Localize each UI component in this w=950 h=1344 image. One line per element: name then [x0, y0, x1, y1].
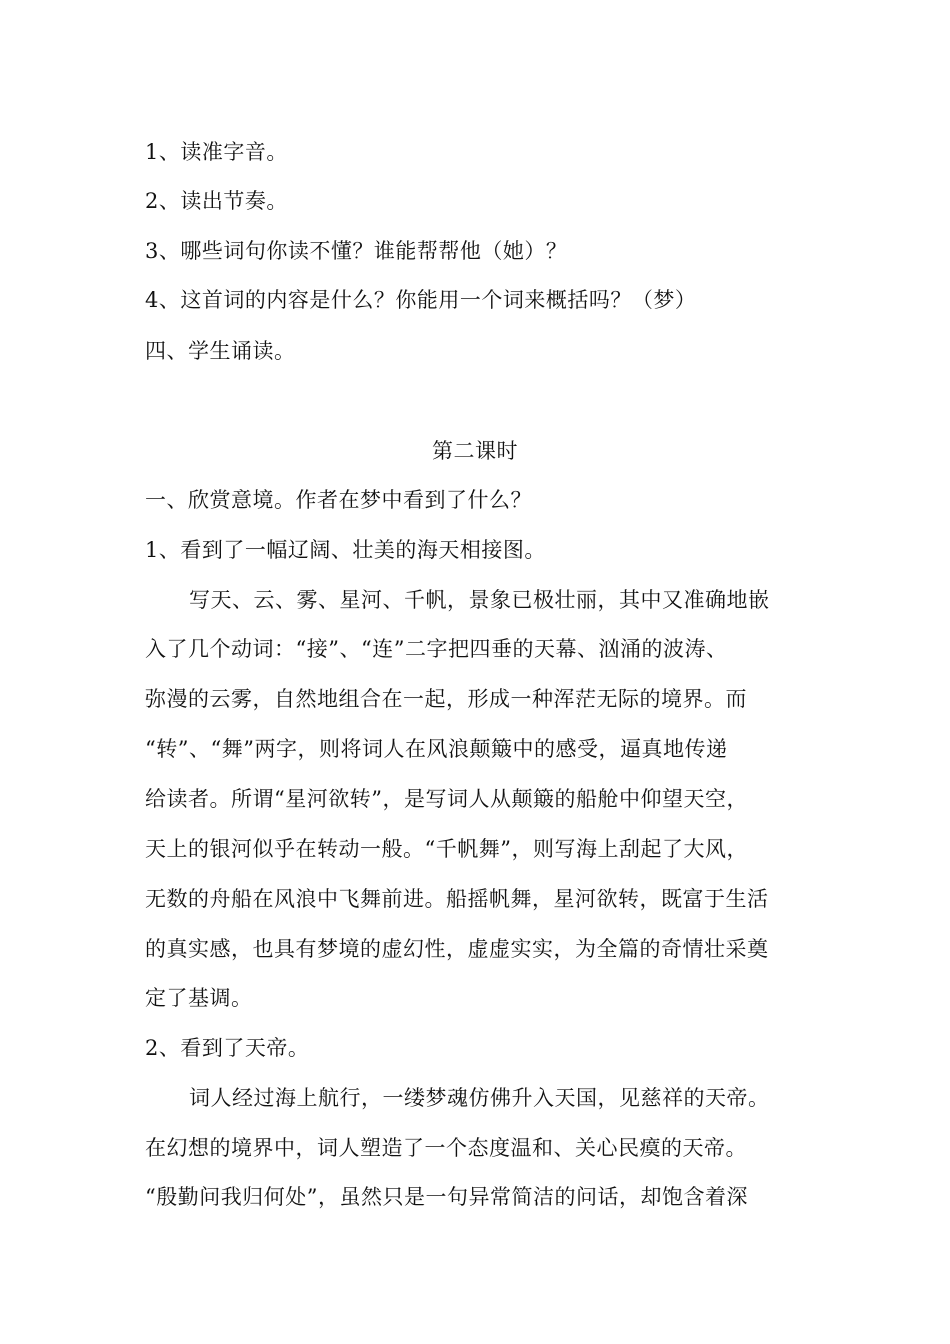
paragraph-line: 弥漫的云雾，自然地组合在一起，形成一种浑茫无际的境界。而 — [145, 687, 747, 711]
lesson-title: 第二课时 — [432, 439, 518, 463]
paragraph-line: 入了几个动词：“接”、“连”二字把四垂的天幕、汹涌的波涛、 — [145, 637, 728, 661]
list-item: 4、这首词的内容是什么？你能用一个词来概括吗？（梦） — [145, 288, 697, 312]
paragraph-line: 写天、云、雾、星河、千帆，景象已极壮丽，其中又准确地嵌 — [189, 588, 770, 612]
list-item: 1、读准字音。 — [145, 140, 288, 164]
paragraph-line: “转”、“舞”两字，则将词人在风浪颠簸中的感受，逼真地传递 — [145, 737, 728, 761]
paragraph-line: 无数的舟船在风浪中飞舞前进。船摇帆舞，星河欲转，既富于生活 — [145, 887, 769, 911]
list-item: 2、读出节奏。 — [145, 189, 288, 213]
paragraph-line: 在幻想的境界中，词人塑造了一个态度温和、关心民瘼的天帝。 — [145, 1136, 747, 1160]
list-item: 1、看到了一幅辽阔、壮美的海天相接图。 — [145, 538, 546, 562]
paragraph-line: “殷勤问我归何处”，虽然只是一句异常简洁的问话，却饱含着深 — [145, 1185, 748, 1209]
paragraph-line: 定了基调。 — [145, 986, 253, 1010]
paragraph-line: 天上的银河似乎在转动一般。“千帆舞”，则写海上刮起了大风， — [145, 837, 748, 861]
paragraph-line: 词人经过海上航行，一缕梦魂仿佛升入天国，见慈祥的天帝。 — [189, 1086, 770, 1110]
list-item: 3、哪些词句你读不懂？谁能帮帮他（她）？ — [145, 239, 568, 263]
paragraph-line: 给读者。所谓“星河欲转”，是写词人从颠簸的船舱中仰望天空， — [145, 787, 748, 811]
list-item: 2、看到了天帝。 — [145, 1036, 310, 1060]
paragraph-line: 的真实感，也具有梦境的虚幻性，虚虚实实，为全篇的奇情壮采奠 — [145, 937, 769, 961]
section-heading: 四、学生诵读。 — [145, 339, 296, 363]
section-heading: 一、欣赏意境。作者在梦中看到了什么？ — [145, 488, 532, 512]
